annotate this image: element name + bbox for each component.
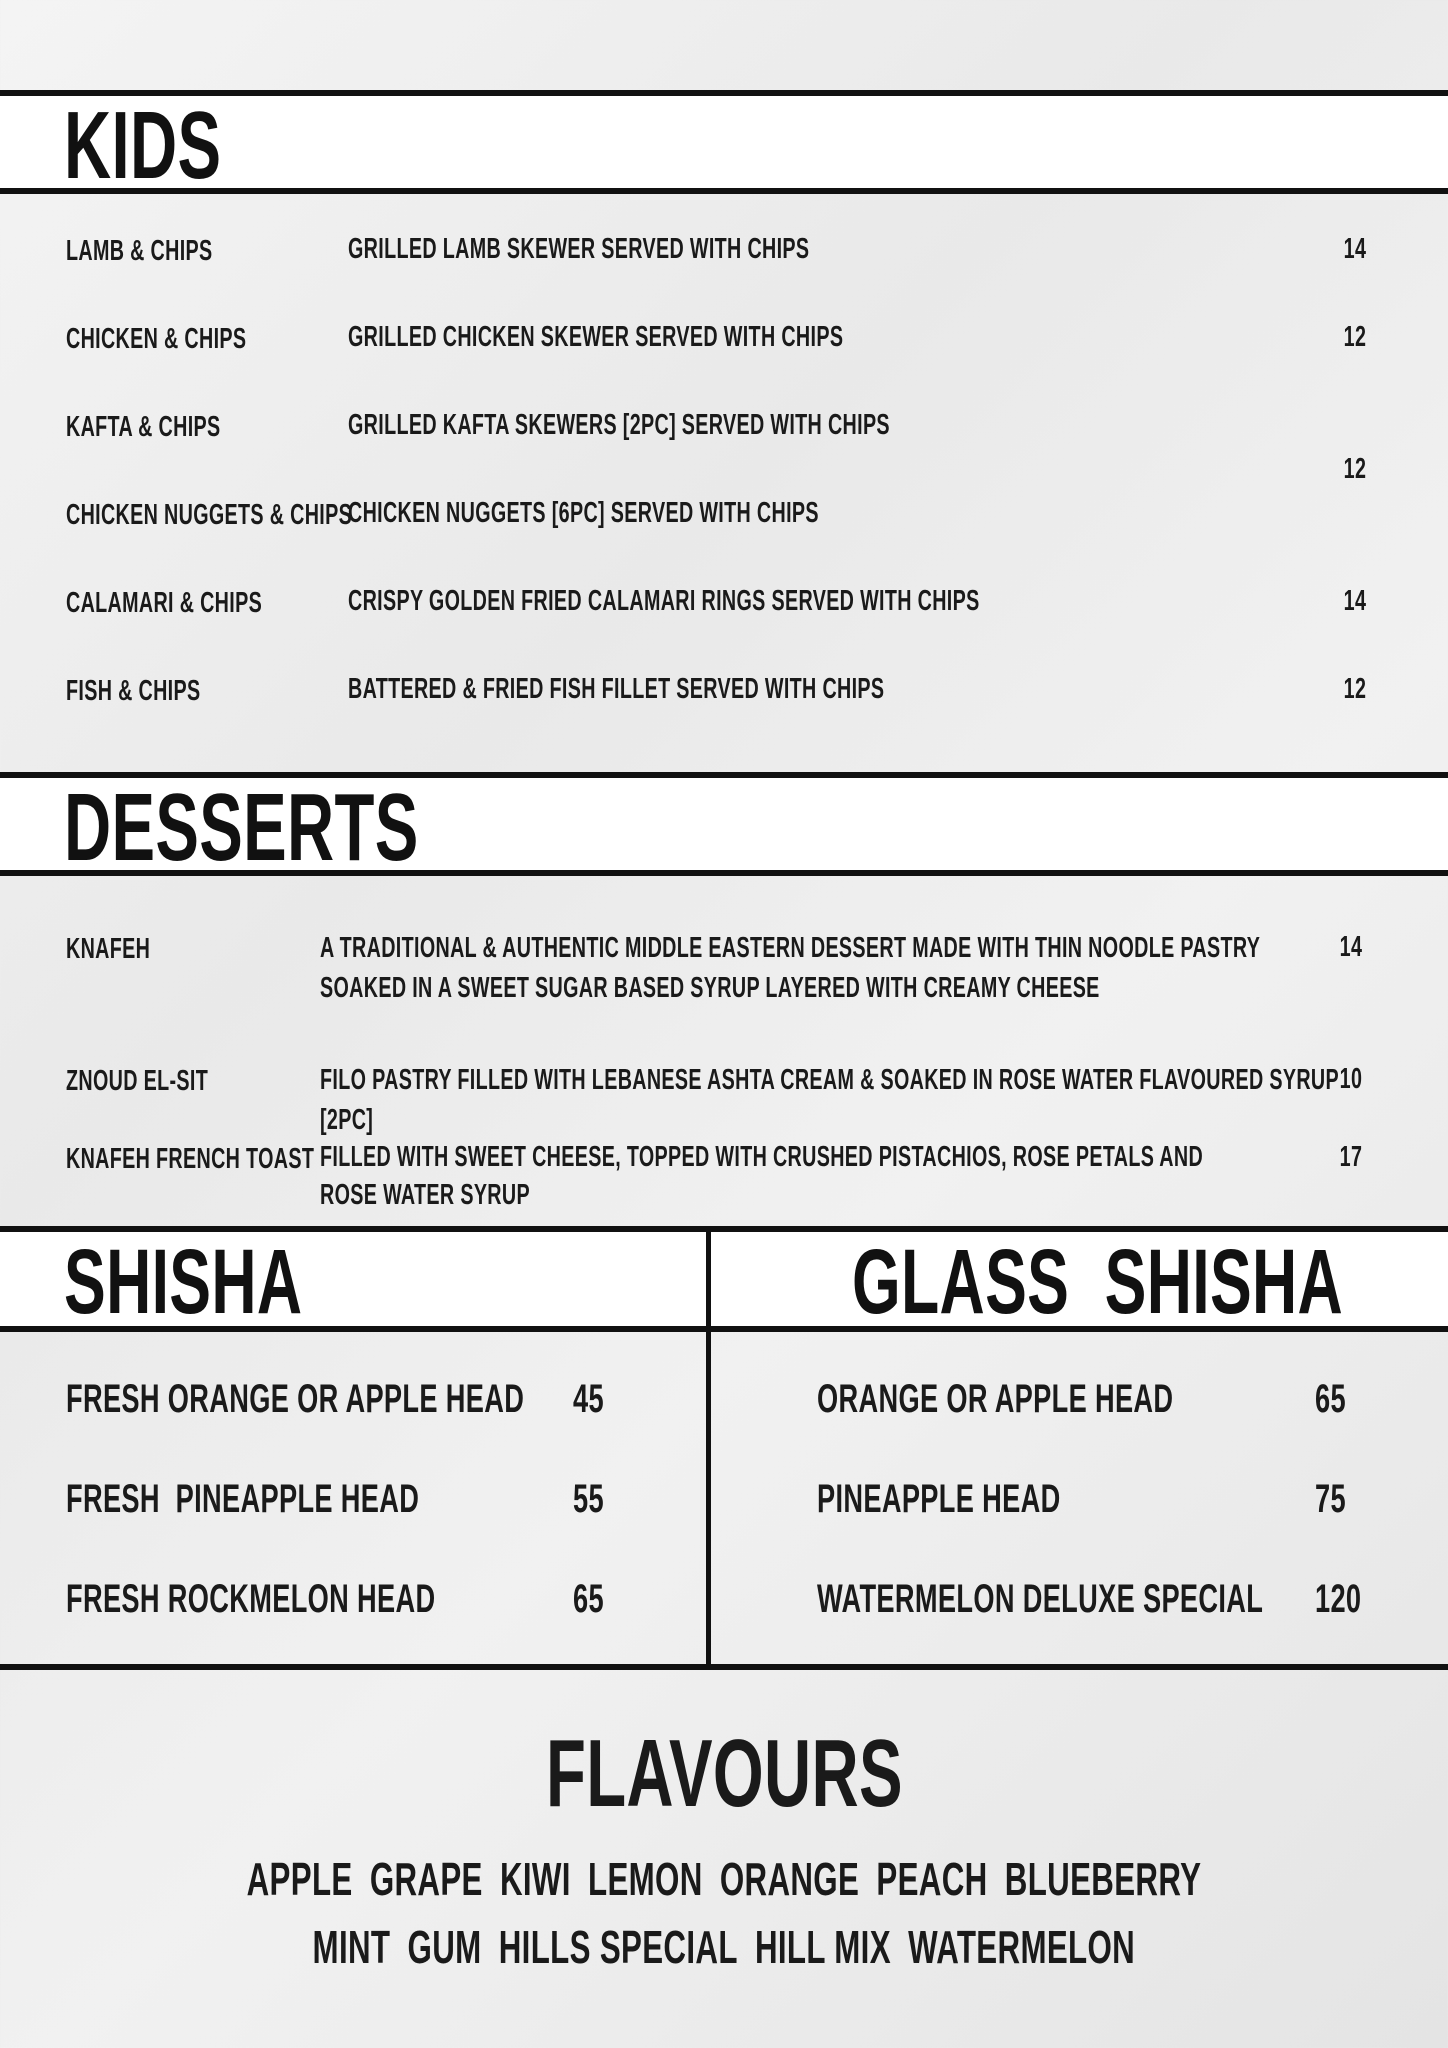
item-price: 14 xyxy=(1343,233,1366,265)
flavour-list xyxy=(309,1920,1140,1974)
item-price: 14 xyxy=(1343,585,1366,617)
item-price: 12 xyxy=(1343,673,1366,705)
flavour-item: PEACH xyxy=(876,1853,988,1905)
flavour-item: APPLE xyxy=(246,1853,353,1905)
flavour-item: GRAPE xyxy=(369,1853,483,1905)
item-description: BATTERED & FRIED FISH FILLET SERVED WITH CHIPS xyxy=(348,673,885,705)
item-name: LAMB & CHIPS xyxy=(66,235,213,267)
item-price: 45 xyxy=(573,1377,604,1421)
flavours-row-1 xyxy=(0,1852,1448,1906)
item-name: KAFTA & CHIPS xyxy=(66,411,221,443)
item-name: WATERMELON DELUXE SPECIAL xyxy=(817,1577,1264,1621)
item-name: FISH & CHIPS xyxy=(66,675,201,707)
flavour-item: KIWI xyxy=(499,1853,571,1905)
item-description: GRILLED LAMB SKEWER SERVED WITH CHIPS xyxy=(348,233,810,265)
item-name: CHICKEN & CHIPS xyxy=(66,323,247,355)
item-name: ORANGE OR APPLE HEAD xyxy=(817,1377,1174,1421)
item-price: 14 xyxy=(1339,931,1362,963)
flavours-row-2 xyxy=(0,1920,1448,1974)
item-description: GRILLED CHICKEN SKEWER SERVED WITH CHIPS xyxy=(348,321,844,353)
item-description: CHICKEN NUGGETS [6PC] SERVED WITH CHIPS xyxy=(348,497,819,529)
flavour-item: GUM xyxy=(407,1921,482,1973)
shisha-column-divider xyxy=(706,1228,711,1668)
item-name: KNAFEH FRENCH TOAST xyxy=(66,1143,315,1175)
item-price: 120 xyxy=(1315,1577,1362,1621)
kids-title: KIDS xyxy=(64,92,222,199)
item-description: CRISPY GOLDEN FRIED CALAMARI RINGS SERVED WITH CHIPS xyxy=(348,585,980,617)
item-price: 10 xyxy=(1339,1063,1362,1095)
item-price: 65 xyxy=(573,1577,604,1621)
item-description: GRILLED KAFTA SKEWERS [2PC] SERVED WITH CHIPS xyxy=(348,409,890,441)
item-price: 12 xyxy=(1343,453,1366,485)
shisha-title: SHISHA xyxy=(64,1231,303,1333)
item-name: ZNOUD EL-SIT xyxy=(66,1065,209,1097)
flavours-title: FLAVOURS xyxy=(545,1720,903,1827)
item-price: 17 xyxy=(1339,1141,1362,1173)
item-description: FILO PASTRY FILLED WITH LEBANESE ASHTA CREAM & SOAKED IN ROSE WATER FLAVOURED SYRUP [2PC] xyxy=(320,1064,1339,1136)
item-name: FRESH PINEAPPLE HEAD xyxy=(66,1477,420,1521)
flavour-item: ORANGE xyxy=(719,1853,860,1905)
item-name: FRESH ORANGE OR APPLE HEAD xyxy=(66,1377,525,1421)
flavour-item: BLUEBERRY xyxy=(1004,1853,1202,1905)
item-price: 65 xyxy=(1315,1377,1346,1421)
item-name: FRESH ROCKMELON HEAD xyxy=(66,1577,436,1621)
item-price: 55 xyxy=(573,1477,604,1521)
item-description: A TRADITIONAL & AUTHENTIC MIDDLE EASTERN DESSERT MADE WITH THIN NOODLE PASTRY SOAKED IN A SWEET SUGAR BASED SYRUP LAYERED WITH CREAMY CHEESE xyxy=(320,932,1260,1004)
item-price: 12 xyxy=(1343,321,1366,353)
flavour-item: WATERMELON xyxy=(908,1921,1136,1973)
flavour-item: LEMON xyxy=(588,1853,703,1905)
item-name: CALAMARI & CHIPS xyxy=(66,587,263,619)
flavour-item: HILLS SPECIAL xyxy=(498,1921,738,1973)
item-price: 75 xyxy=(1315,1477,1346,1521)
item-name: CHICKEN NUGGETS & CHIPS xyxy=(66,499,353,531)
glass-shisha-title: GLASS SHISHA xyxy=(852,1231,1344,1333)
flavour-item: MINT xyxy=(312,1921,391,1973)
item-name: KNAFEH xyxy=(66,933,151,965)
item-name: PINEAPPLE HEAD xyxy=(817,1477,1061,1521)
shisha-bottom-rule xyxy=(0,1664,1448,1670)
flavour-list xyxy=(243,1852,1206,1906)
item-description: FILLED WITH SWEET CHEESE, TOPPED WITH CRUSHED PISTACHIOS, ROSE PETALS AND ROSE WATER SYRUP xyxy=(320,1141,1204,1211)
desserts-title: DESSERTS xyxy=(64,774,419,881)
flavour-item: HILL MIX xyxy=(755,1921,892,1973)
